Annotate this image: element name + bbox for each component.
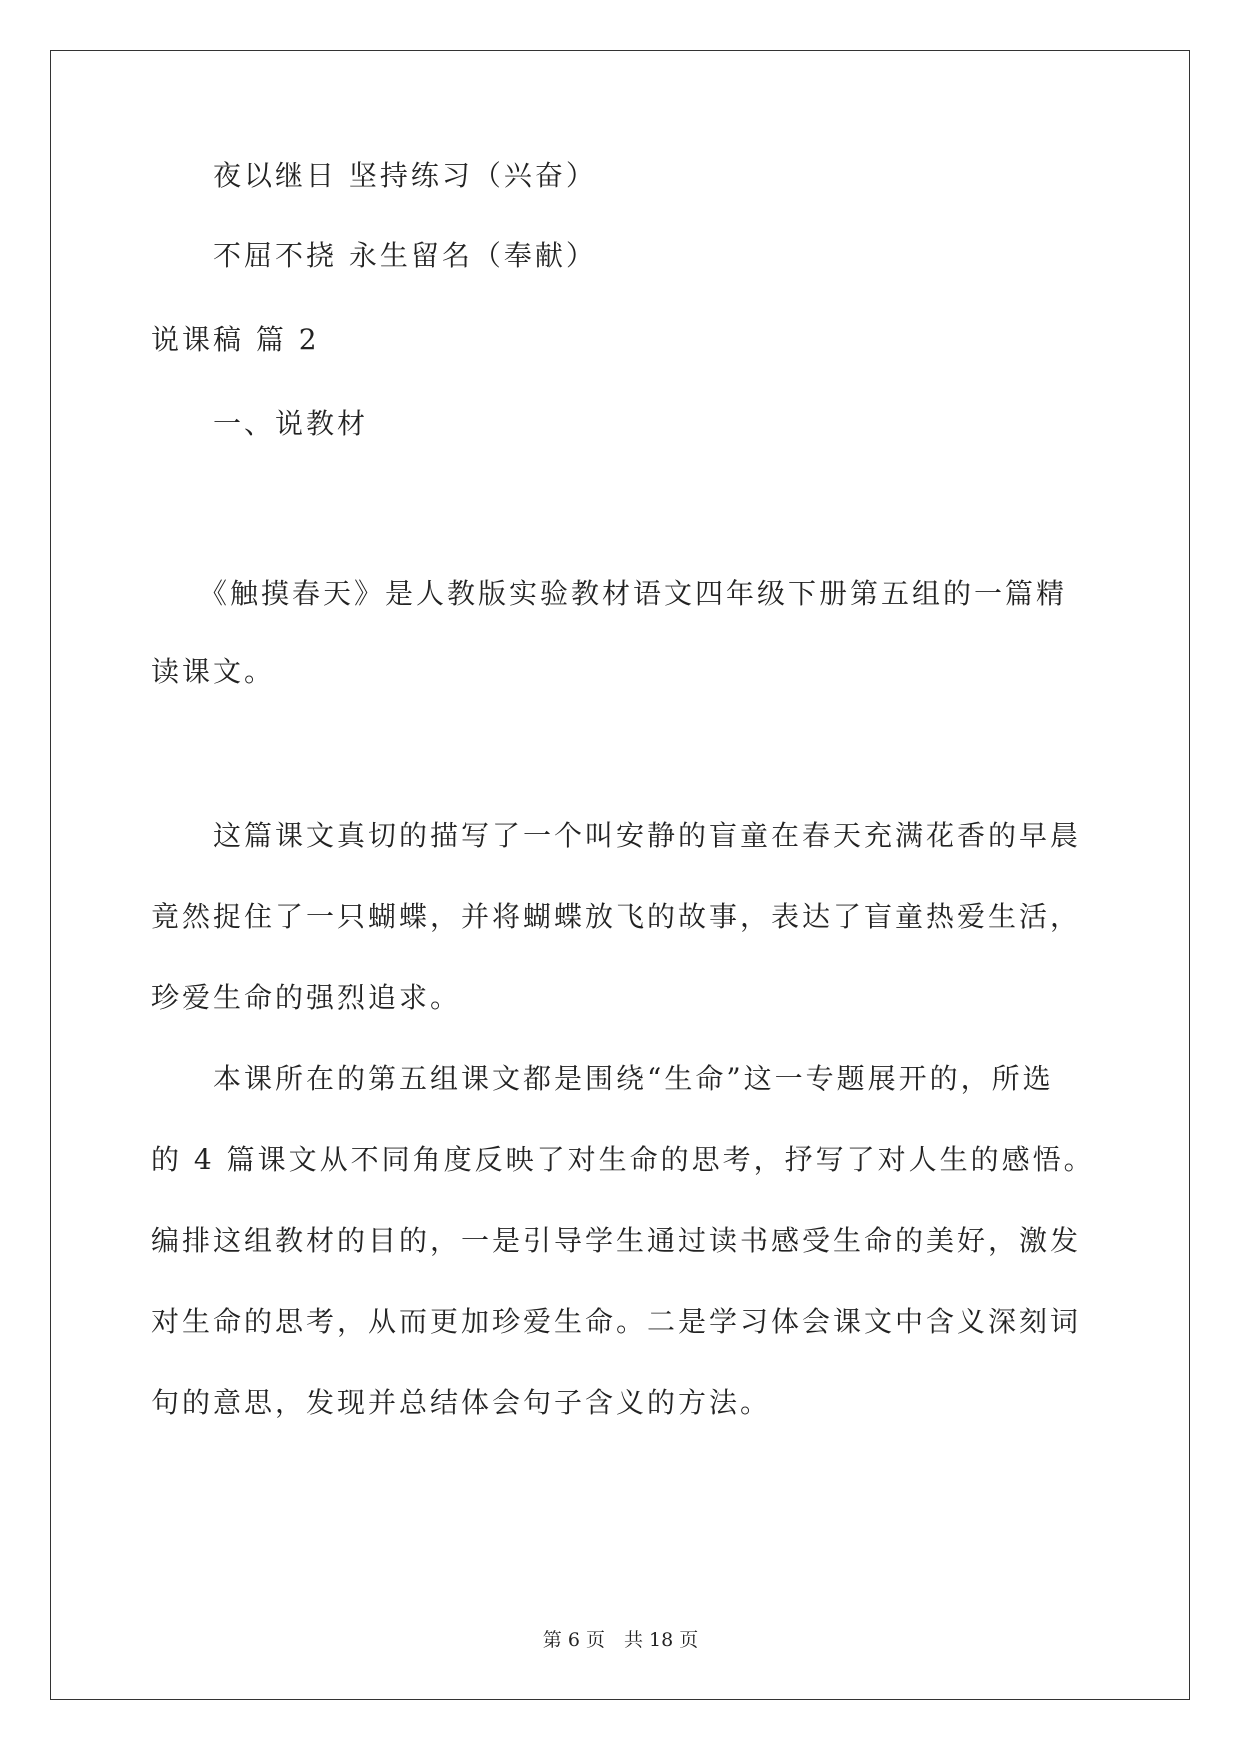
paragraph-3-line-2: 的 4 篇课文从不同角度反映了对生命的思考，抒写了对人生的感悟。	[151, 1143, 1095, 1176]
paragraph-3-line-5: 句的意思，发现并总结体会句子含义的方法。	[151, 1386, 772, 1419]
paragraph-3-line-4: 对生命的思考，从而更加珍爱生命。二是学习体会课文中含义深刻词	[151, 1305, 1082, 1338]
section-heading: 说课稿 篇 2	[151, 323, 320, 356]
paragraph-2-line-2: 竟然捉住了一只蝴蝶，并将蝴蝶放飞的故事，表达了盲童热爱生活，	[151, 900, 1082, 933]
text-line-1: 夜以继日 坚持练习（兴奋）	[151, 159, 597, 192]
subsection-heading: 一、说教材	[151, 407, 369, 440]
paragraph-1-line-1: 《触摸春天》是人教版实验教材语文四年级下册第五组的一篇精	[151, 577, 1068, 610]
text-line-2: 不屈不挠 永生留名（奉献）	[151, 239, 597, 272]
paragraph-2-line-1: 这篇课文真切的描写了一个叫安静的盲童在春天充满花香的早晨	[151, 819, 1082, 852]
paragraph-2-line-3: 珍爱生命的强烈追求。	[151, 981, 462, 1014]
paragraph-1-line-2: 读课文。	[151, 655, 276, 688]
page-number-footer: 第 6 页 共 18 页	[542, 1629, 699, 1651]
page-border	[50, 50, 1190, 1700]
paragraph-3-line-3: 编排这组教材的目的，一是引导学生通过读书感受生命的美好，激发	[151, 1224, 1082, 1257]
paragraph-3-line-1: 本课所在的第五组课文都是围绕“生命”这一专题展开的，所选	[151, 1062, 1054, 1095]
